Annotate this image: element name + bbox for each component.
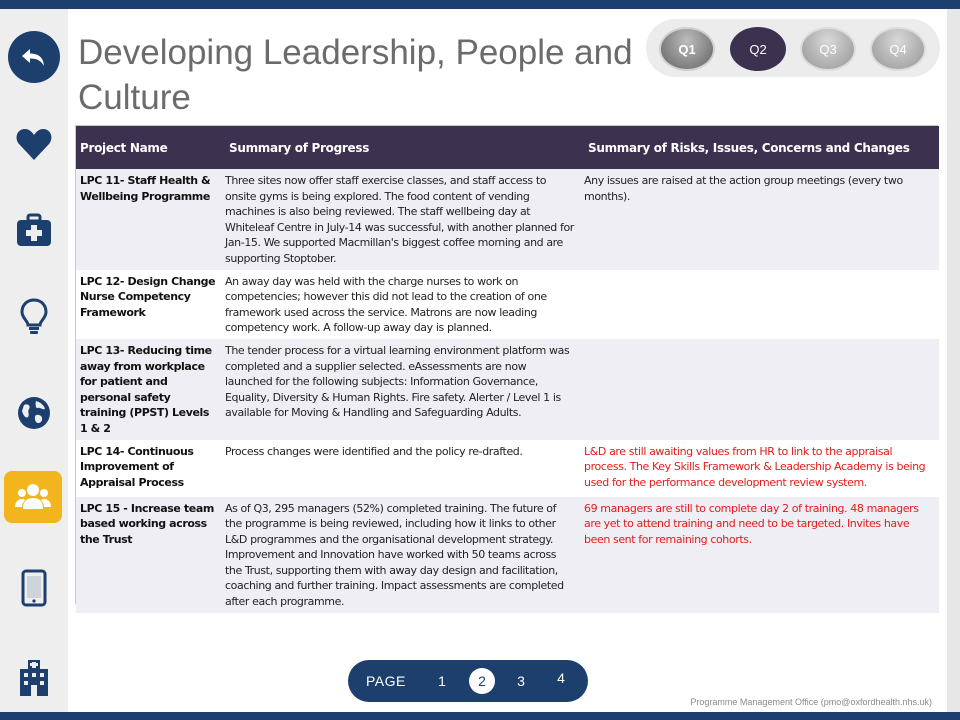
risks-cell [580,339,939,440]
medical-kit-icon [14,210,54,250]
heart-icon [14,124,54,164]
right-edge [947,9,960,712]
header-summary-progress: Summary of Progress [229,140,370,155]
risks-cell: Any issues are raised at the action group meetings (every two months). [584,174,903,203]
sidebar-item-ideas[interactable] [6,288,62,344]
progress-table [75,125,938,609]
page-4-button[interactable]: 4 [557,670,565,686]
table-row [76,339,939,440]
page-3-button[interactable]: 3 [517,673,525,689]
people-icon [13,477,53,517]
table-header-row [76,126,939,169]
sidebar [0,9,68,712]
progress-cell: An away day was held with the charge nurses to work on competencies; however this did not lead to the creation of one framework used across the service. Matrons are now leading competency work. A follow-up away day is planned. [225,274,547,335]
sidebar-item-people[interactable] [4,471,62,523]
sidebar-item-tablet[interactable] [6,560,62,616]
table-row [76,440,939,497]
project-name-cell: LPC 13- Reducing time away from workplace for patient and personal safety training (PPST) Levels 1 & 2 [80,343,212,435]
table-row [76,497,939,613]
progress-cell: As of Q3, 295 managers (52%) completed training. The future of the programme is being reviewed, including how it links to other L&D programmes and the organisational development strategy. Improvement and Innovation have worked with 50 teams across the Trust, supporting them with away day design and facilitation, coaching and further training. Impact assessments are completed after each programme. [225,501,564,609]
progress-cell: Process changes were identified and the policy re-drafted. [225,444,523,458]
header-project-name: Project Name [80,140,168,155]
risks-cell: L&D are still awaiting values from HR to link to the appraisal process. The Key Skills Framework & Leadership Academy is being used for the performance development review system. [584,444,926,489]
sidebar-item-medical[interactable] [6,202,62,258]
table-row [76,270,939,339]
quarter-q2-button[interactable]: Q2 [730,27,786,71]
header-summary-risks: Summary of Risks, Issues, Concerns and Changes [588,140,910,155]
page-2-button[interactable]: 2 [469,668,495,694]
bottom-bar [0,712,960,720]
sidebar-item-global[interactable] [6,385,62,441]
page-label: PAGE [366,673,406,689]
back-button[interactable] [8,31,60,83]
risks-cell: 69 managers are still to complete day 2 of training. 48 managers are yet to attend training and need to be targeted. Invites have been sent for remaining cohorts. [584,501,919,546]
quarter-q1-button[interactable]: Q1 [659,27,715,71]
project-name-cell: LPC 15 - Increase team based working across the Trust [80,501,214,546]
sidebar-item-hospital[interactable] [6,650,62,706]
quarter-q3-button[interactable]: Q3 [800,27,856,71]
lightbulb-icon [14,296,54,336]
top-bar [0,0,960,9]
project-name-cell: LPC 12- Design Change Nurse Competency Framework [80,274,216,319]
progress-cell: The tender process for a virtual learning environment platform was completed and a supplier selected. eAssessments are now launched for the following subjects: Information Governance, Equality, Diversity & Human Rights. Fire safety. Alerter / Level 1 is available for Moving & Handling and Safeguarding Adults. [225,343,570,420]
footer-credit: Programme Management Office (pmo@oxfordhealth.nhs.uk) [690,697,932,707]
project-name-cell: LPC 14- Continuous Improvement of Appraisal Process [80,444,194,489]
sidebar-item-health[interactable] [6,116,62,172]
project-name-cell: LPC 11- Staff Health & Wellbeing Programme [80,174,211,203]
back-arrow-icon [18,41,50,73]
page-1-button[interactable]: 1 [438,673,446,689]
risks-cell [580,270,939,339]
quarter-q4-button[interactable]: Q4 [870,27,926,71]
hospital-icon [14,658,54,698]
table-row [76,169,939,270]
tablet-icon [14,568,54,608]
globe-icon [14,393,54,433]
page-title: Developing Leadership, People and Culture [78,33,633,117]
progress-cell: Three sites now offer staff exercise classes, and staff access to onsite gyms is being explored. The food content of vending machines is also being reviewed. The staff wellbeing day at Whiteleaf Centre in July-14 was successful, with another planned for Jan-15. We supported Macmillan's biggest coffee morning and are supporting Stoptober. [225,174,574,265]
